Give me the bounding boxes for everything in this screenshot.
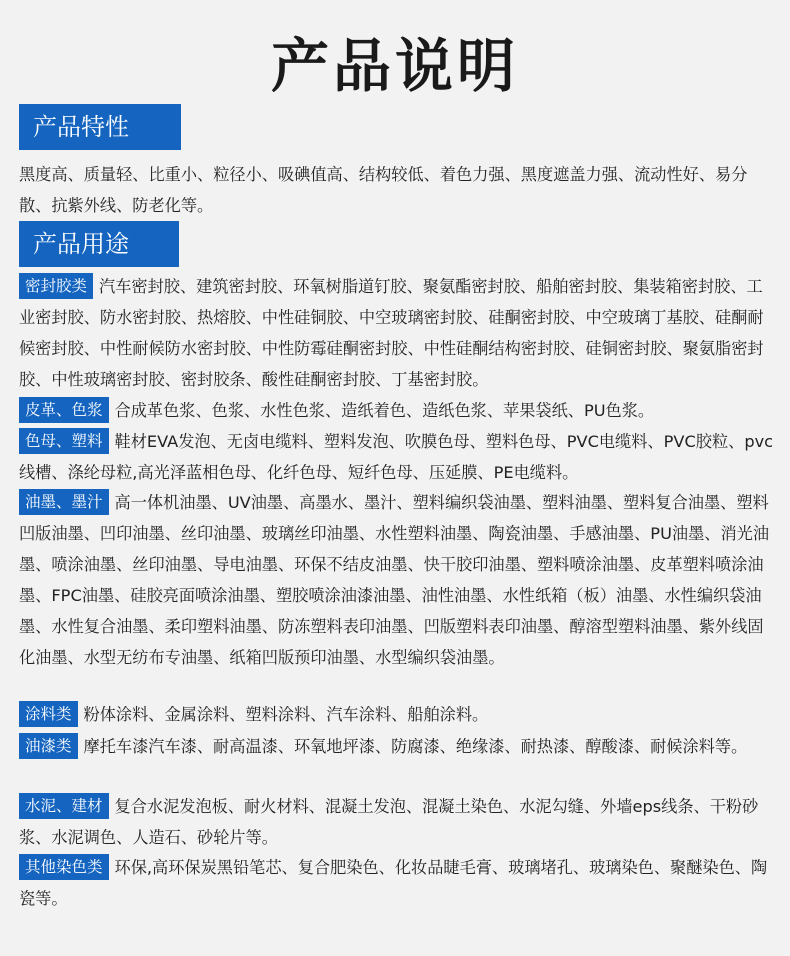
use-item-other <box>19 852 777 914</box>
features-heading: 产品特性 <box>19 104 181 150</box>
use-text: 鞋材EVA发泡、无卤电缆料、塑料发泡、吹膜色母、塑料色母、PVC电缆料、PVC胶粒、pvc线槽、涤纶母粒,高光泽蓝相色母、化纤色母、短纤色母、压延膜、PE电缆料。 <box>19 432 774 482</box>
use-tag: 油漆类 <box>19 733 78 759</box>
use-text: 合成革色浆、色浆、水性色浆、造纸着色、造纸色浆、苹果袋纸、PU色浆。 <box>114 401 655 420</box>
use-item-ink <box>19 487 777 673</box>
use-text: 环保,高环保炭黑铅笔芯、复合肥染色、化妆品睫毛膏、玻璃堵孔、玻璃染色、聚醚染色、陶瓷等。 <box>19 858 768 908</box>
use-tag: 皮革、色浆 <box>19 397 109 423</box>
use-text: 复合水泥发泡板、耐火材料、混凝土发泡、混凝土染色、水泥勾缝、外墙eps线条、干粉砂浆、水泥调色、人造石、砂轮片等。 <box>19 797 759 847</box>
use-item-sealant <box>19 271 777 395</box>
use-text: 摩托车漆汽车漆、耐高温漆、环氧地坪漆、防腐漆、绝缘漆、耐热漆、醇酸漆、耐候涂料等。 <box>83 737 748 756</box>
use-text: 高一体机油墨、UV油墨、高墨水、墨汁、塑料编织袋油墨、塑料油墨、塑料复合油墨、塑料凹版油墨、凹印油墨、丝印油墨、玻璃丝印油墨、水性塑料油墨、陶瓷油墨、手感油墨、PU油墨、消光油墨、喷涂油墨、丝印油墨、导电油墨、环保不结皮油墨、快干胶印油墨、塑料喷涂油墨、皮革塑料喷涂油墨、FPC油墨、硅胶亮面喷涂油墨、塑胶喷涂油漆油墨、油性油墨、水性纸箱（板）油墨、水性编织袋油墨、水性复合油墨、柔印塑料油墨、防冻塑料表印油墨、凹版塑料表印油墨、醇溶型塑料油墨、紫外线固化油墨、水型无纺布专油墨、纸箱凹版预印油墨、水型编织袋油墨。 <box>19 493 770 667</box>
use-tag: 水泥、建材 <box>19 793 109 819</box>
use-item-paint <box>19 731 777 762</box>
use-item-leather <box>19 395 777 426</box>
use-tag: 色母、塑料 <box>19 428 109 454</box>
use-item-masterbatch <box>19 426 777 488</box>
use-tag: 油墨、墨汁 <box>19 489 109 515</box>
uses-heading: 产品用途 <box>19 221 179 267</box>
use-item-coating <box>19 699 777 730</box>
page-title: 产品说明 <box>270 32 519 100</box>
use-tag: 涂料类 <box>19 701 78 727</box>
use-text: 粉体涂料、金属涂料、塑料涂料、汽车涂料、船舶涂料。 <box>83 705 489 724</box>
use-tag: 密封胶类 <box>19 273 93 299</box>
use-item-cement <box>19 791 777 853</box>
features-text: 黑度高、质量轻、比重小、粒径小、吸碘值高、结构较低、着色力强、黑度遮盖力强、流动性好、易分散、抗紫外线、防老化等。 <box>19 165 748 215</box>
use-text: 汽车密封胶、建筑密封胶、环氧树脂道钉胶、聚氨酯密封胶、船舶密封胶、集装箱密封胶、工业密封胶、防水密封胶、热熔胶、中性硅铜胶、中空玻璃密封胶、硅酮密封胶、中空玻璃丁基胶、硅酮耐候密封胶、中性耐候防水密封胶、中性防霉硅酮密封胶、中性硅酮结构密封胶、硅铜密封胶、聚氨脂密封胶、中性玻璃密封胶、密封胶条、酸性硅酮密封胶、丁基密封胶。 <box>19 277 764 389</box>
use-tag: 其他染色类 <box>19 854 109 880</box>
